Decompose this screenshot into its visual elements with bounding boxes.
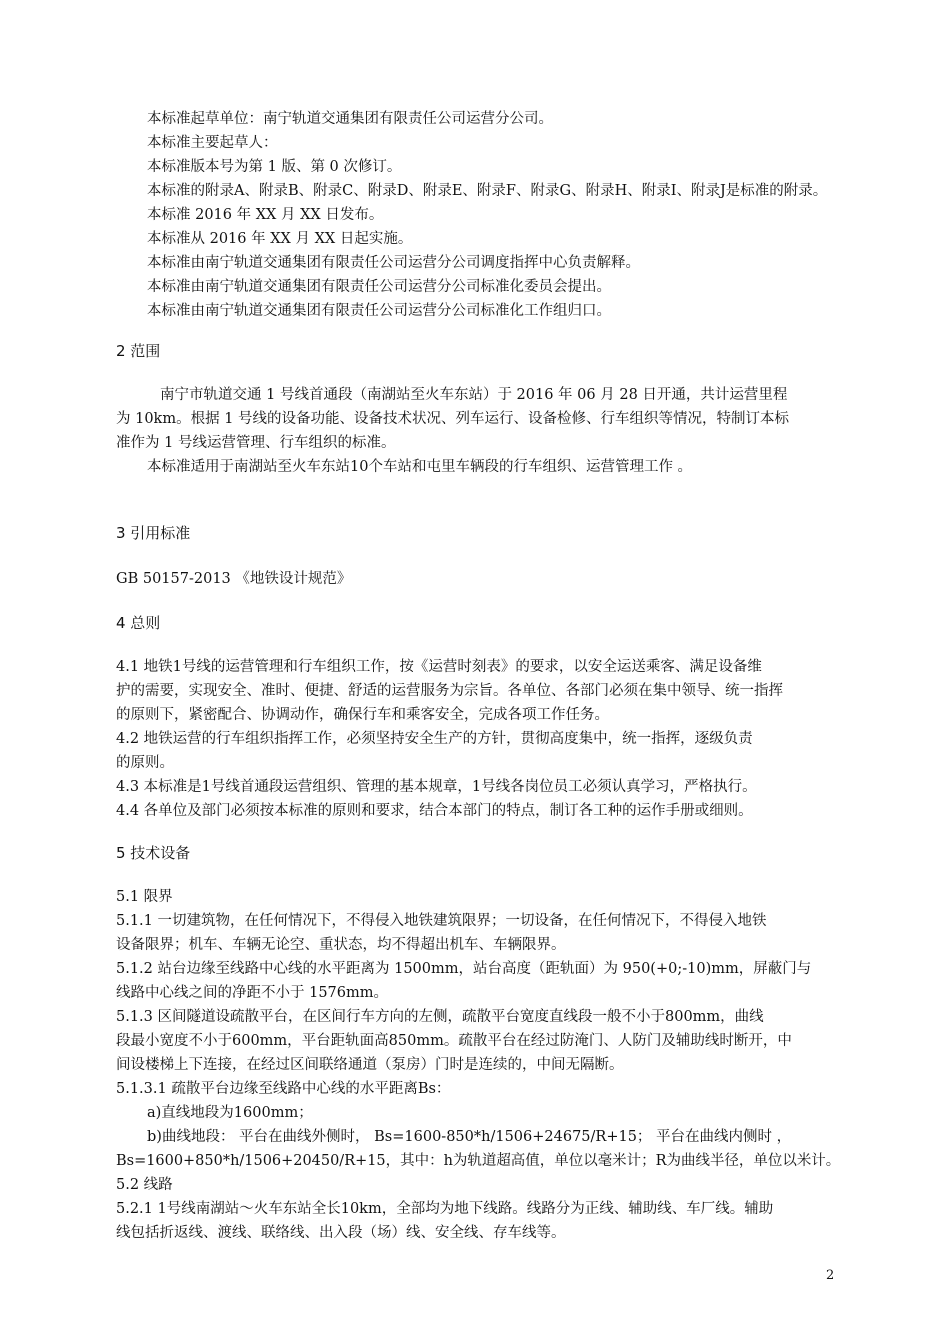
equipment-line: 5.1 限界 xyxy=(116,889,173,905)
drafting-unit: 本标准起草单位：南宁轨道交通集团有限责任公司运营分公司。 xyxy=(147,111,553,127)
equipment-line: 间设楼梯上下连接，在经过区间联络通道（泵房）门时是连续的，中间无隔断。 xyxy=(116,1057,624,1073)
section-heading-general: 4 总则 xyxy=(116,614,161,632)
equipment-line: 5.1.3 区间隧道设疏散平台，在区间行车方向的左侧，疏散平台宽度直线段一般不小于800mm，曲线 xyxy=(116,1009,764,1025)
equipment-line: 设备限界；机车、车辆无论空、重状态，均不得超出机车、车辆限界。 xyxy=(116,937,566,953)
scope-line: 本标准适用于南湖站至火车东站10个车站和屯里车辆段的行车组织、运营管理工作 。 xyxy=(147,459,693,475)
general-line: 护的需要，实现安全、准时、便捷、舒适的运营服务为宗旨。各单位、各部门必须在集中领导、统一指挥 xyxy=(116,683,783,699)
general-line: 的原则下，紧密配合、协调动作，确保行车和乘客安全，完成各项工作任务。 xyxy=(116,707,609,723)
proposer-line: 本标准由南宁轨道交通集团有限责任公司运营分公司标准化委员会提出。 xyxy=(147,279,611,295)
scope-line: 准作为 1 号线运营管理、行车组织的标准。 xyxy=(116,435,396,451)
effective-date: 本标准从 2016 年 XX 月 XX 日起实施。 xyxy=(147,231,413,247)
page-number: 2 xyxy=(826,1268,835,1283)
equipment-line: 5.2 线路 xyxy=(116,1177,173,1193)
equipment-line: a)直线地段为1600mm； xyxy=(147,1105,313,1121)
equipment-line: Bs=1600+850*h/1506+20450/R+15，其中：h为轨道超高值，单位以毫米计；R为曲线半径，单位以米计。 xyxy=(116,1153,841,1169)
general-line: 4.4 各单位及部门必须按本标准的原则和要求，结合本部门的特点，制订各工种的运作手册或细则。 xyxy=(116,803,753,819)
attribution-line: 本标准由南宁轨道交通集团有限责任公司运营分公司标准化工作组归口。 xyxy=(147,303,611,319)
scope-line: 南宁市轨道交通 1 号线首通段（南湖站至火车东站）于 2016 年 06 月 28 日开通，共计运营里程 xyxy=(160,387,788,403)
publish-date: 本标准 2016 年 XX 月 XX 日发布。 xyxy=(147,207,384,223)
reference-line: GB 50157-2013 《地铁设计规范》 xyxy=(116,571,352,587)
general-line: 的原则。 xyxy=(116,755,174,771)
scope-line: 为 10km。根据 1 号线的设备功能、设备技术状况、列车运行、设备检修、行车组织等情况，特制订本标 xyxy=(116,411,790,427)
section-heading-equipment: 5 技术设备 xyxy=(116,844,191,862)
general-line: 4.3 本标准是1号线首通段运营组织、管理的基本规章，1号线各岗位员工必须认真学习，严格执行。 xyxy=(116,779,757,795)
version-line: 本标准版本号为第 1 版、第 0 次修订。 xyxy=(147,159,402,175)
interpretation-line: 本标准由南宁轨道交通集团有限责任公司运营分公司调度指挥中心负责解释。 xyxy=(147,255,640,271)
equipment-line: 线包括折返线、渡线、联络线、出入段（场）线、安全线、存车线等。 xyxy=(116,1225,566,1241)
equipment-line: 5.2.1 1号线南湖站～火车东站全长10km，全部均为地下线路。线路分为正线、辅助线、车厂线。辅助 xyxy=(116,1201,774,1217)
section-heading-references: 3 引用标准 xyxy=(116,524,191,542)
equipment-line: b)曲线地段： 平台在曲线外侧时， Bs=1600-850*h/1506+24675/R+15； 平台在曲线内侧时 ， xyxy=(147,1129,792,1145)
main-drafter: 本标准主要起草人： xyxy=(147,135,278,151)
general-line: 4.1 地铁1号线的运营管理和行车组织工作，按《运营时刻表》的要求，以安全运送乘客、满足设备维 xyxy=(116,659,762,675)
equipment-line: 段最小宽度不小于600mm，平台距轨面高850mm。疏散平台在经过防淹门、人防门及辅助线时断开，中 xyxy=(116,1033,792,1049)
appendix-line: 本标准的附录A、附录B、附录C、附录D、附录E、附录F、附录G、附录H、附录I、附录J是标准的附录。 xyxy=(147,183,828,199)
general-line: 4.2 地铁运营的行车组织指挥工作，必须坚持安全生产的方针，贯彻高度集中，统一指挥，逐级负责 xyxy=(116,731,753,747)
equipment-line: 5.1.3.1 疏散平台边缘至线路中心线的水平距离Bs： xyxy=(116,1081,451,1097)
equipment-line: 5.1.2 站台边缘至线路中心线的水平距离为 1500mm，站台高度（距轨面）为 950(+0;-10)mm，屏蔽门与 xyxy=(116,961,812,977)
equipment-line: 线路中心线之间的净距不小于 1576mm。 xyxy=(116,985,389,1001)
section-heading-scope: 2 范围 xyxy=(116,342,161,360)
equipment-line: 5.1.1 一切建筑物，在任何情况下，不得侵入地铁建筑限界；一切设备，在任何情况下，不得侵入地铁 xyxy=(116,913,767,929)
